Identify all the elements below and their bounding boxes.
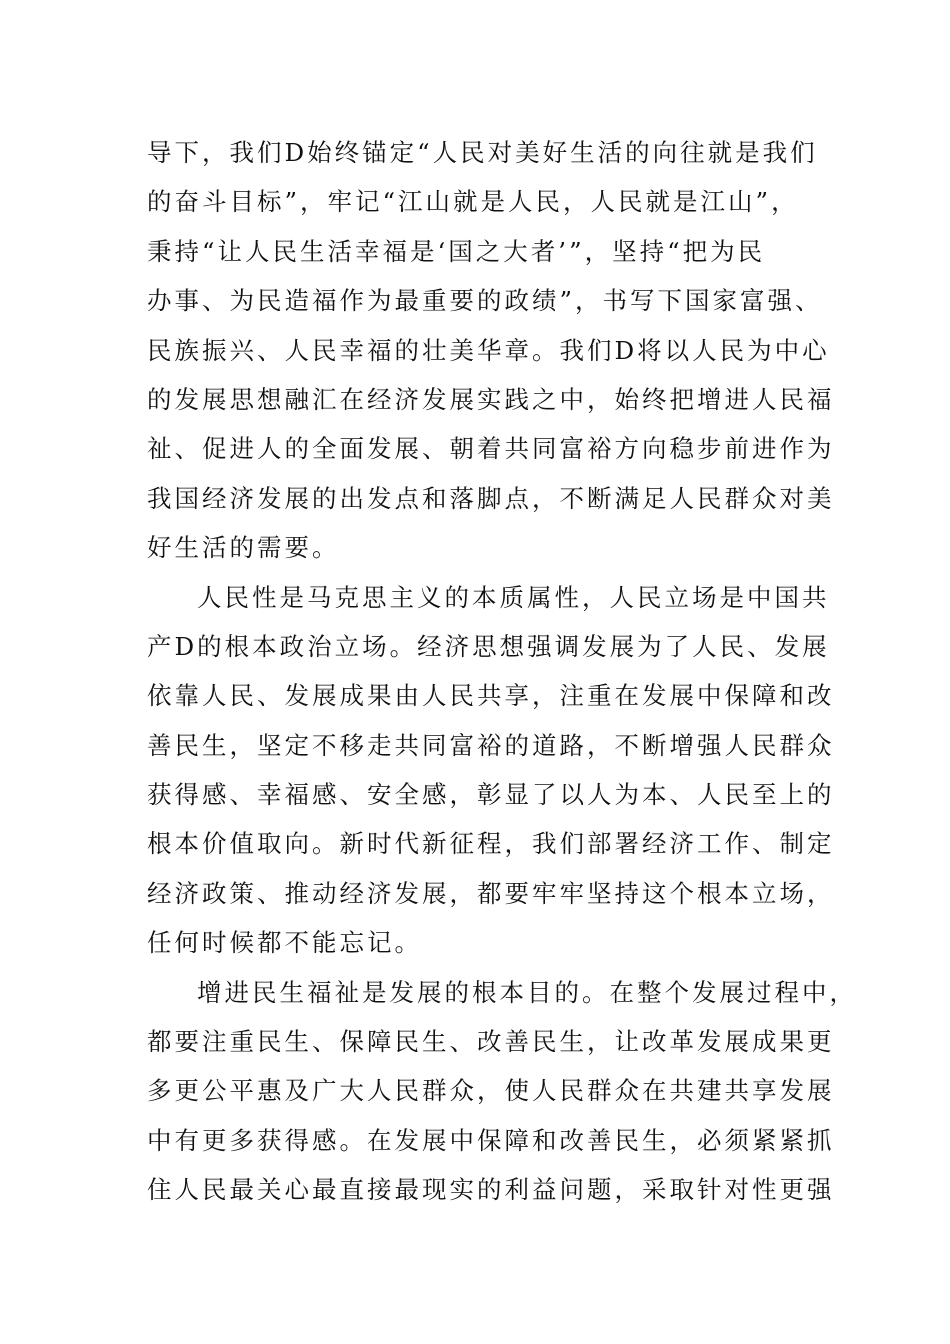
text-line: 祉、促进人的全面发展、朝着共同富裕方向稳步前进作为 [147,434,835,464]
text-line: 根本价值取向。新时代新征程，我们部署经济工作、制定 [147,829,835,859]
text-line: 依靠人民、发展成果由人民共享，注重在发展中保障和改 [147,681,835,711]
body-text [147,128,857,1215]
text-line: 住人民最关心最直接最现实的利益问题，采取针对性更强 [147,1175,835,1205]
text-line: 民族振兴、人民幸福的壮美华章。我们D将以人民为中心 [147,335,830,365]
text-line: 的奋斗目标”，牢记“江山就是人民，人民就是江山”， [147,187,799,217]
text-line: 导下，我们D始终锚定“人民对美好生活的向往就是我们 [147,138,818,167]
paragraph-start-line: 增进民生福祉是发展的根本目的。在整个发展过程中， [197,977,857,1007]
text-line: 办事、为民造福作为最重要的政绩”，书写下国家富强、 [147,286,823,316]
text-line: 都要注重民生、保障民生、改善民生，让改革发展成果更 [147,1027,835,1057]
text-line: 经济政策、推动经济发展，都要牢牢坚持这个根本立场， [147,878,835,908]
text-line: 任何时候都不能忘记。 [147,928,422,958]
text-line: 多更公平惠及广大人民群众，使人民群众在共建共享发展 [147,1076,835,1106]
text-line: 获得感、幸福感、安全感，彰显了以人为本、人民至上的 [147,780,835,810]
text-line: 善民生，坚定不移走共同富裕的道路，不断增强人民群众 [147,730,835,760]
paragraph-start-line: 人民性是马克思主义的本质属性，人民立场是中国共 [197,582,830,612]
text-line: 的发展思想融汇在经济发展实践之中，始终把增进人民福 [147,384,835,414]
text-line: 好生活的需要。 [147,533,340,563]
text-line: 中有更多获得感。在发展中保障和改善民生，必须紧紧抓 [147,1125,835,1155]
text-line: 产D的根本政治立场。经济思想强调发展为了人民、发展 [147,631,830,661]
text-line: 秉持“让人民生活幸福是‘国之大者’”，坚持“把为民 [147,236,766,266]
text-line: 我国经济发展的出发点和落脚点，不断满足人民群众对美 [147,483,835,513]
